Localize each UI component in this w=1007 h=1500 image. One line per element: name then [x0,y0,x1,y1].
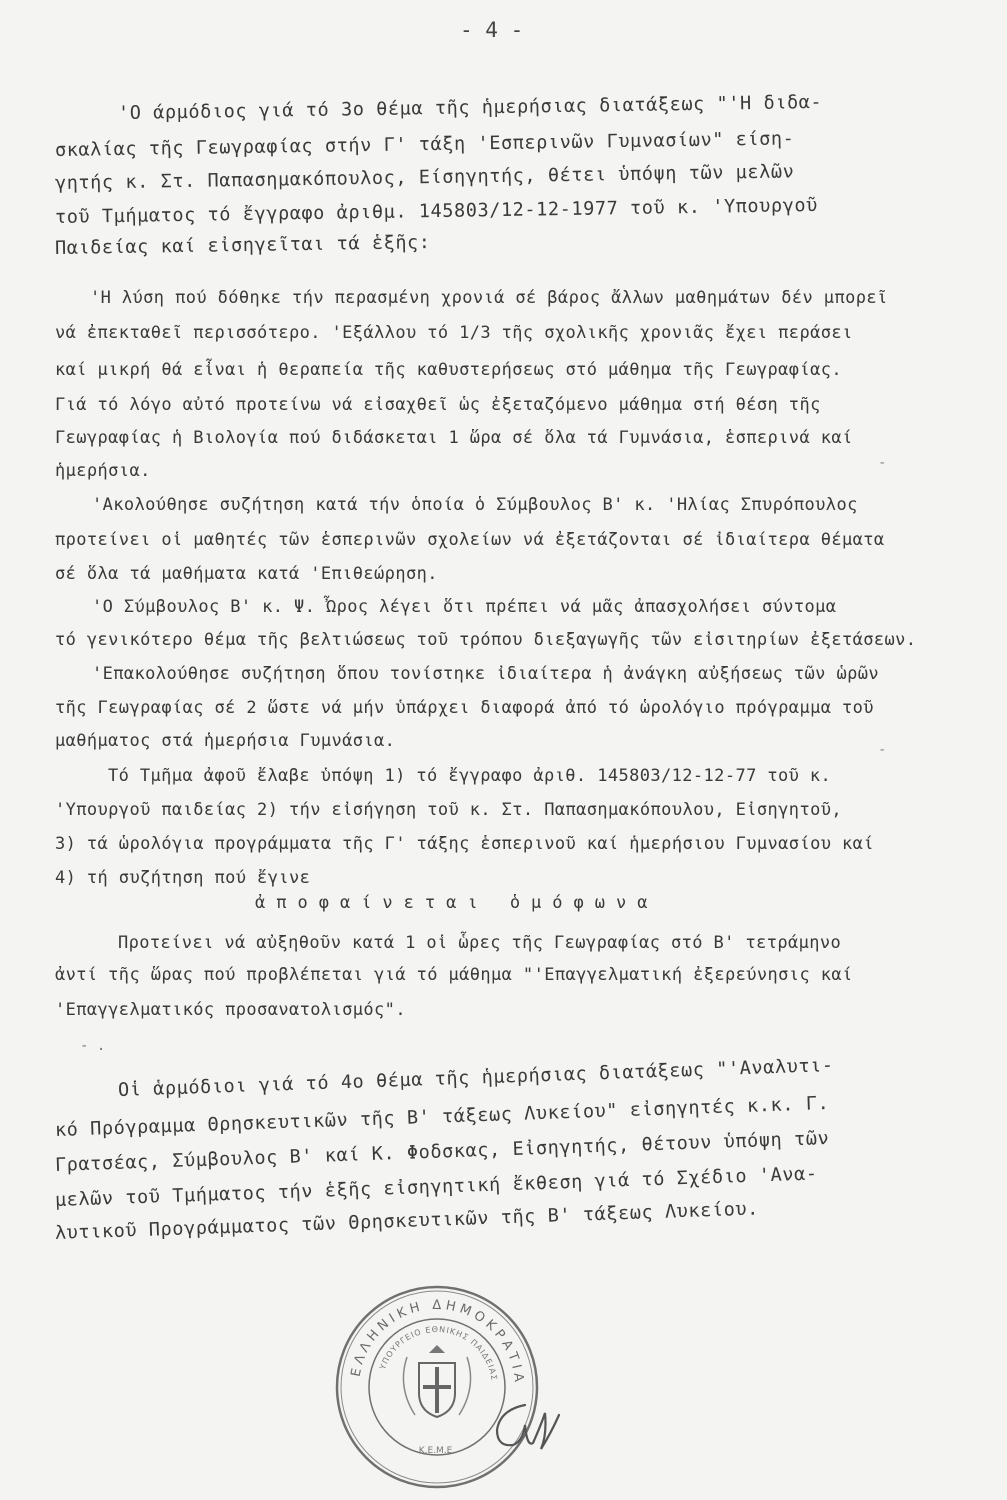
decision-heading: ἀποφαίνεται ὁμόφωνα [255,893,659,913]
text-line: 4) τή συζήτηση πού ἔγινε [55,868,311,888]
text-line: σκαλίας τῆς Γεωγραφίας στήν Γ' τάξη 'Εσπερινῶν Γυμνασίων" είση- [54,128,795,161]
text-line: 'Ο Σύμβουλος Β' κ. Ψ. Ὦρος λέγει ὅτι πρέπει νά μᾶς ἀπασχολήσει σύντομα [92,597,837,617]
text-line: Παιδείας καί εἰσηγεῖται τά ἑξῆς: [54,232,431,259]
text-line: κό Πρόγραμμα Θρησκευτικῶν τῆς Β' τάξεως Λυκείου" εἰσηγητές κ.κ. Γ. [54,1092,830,1141]
text-line: τοῦ Τμήματος τό ἔγγραφο ἀριθμ. 145803/12-12-1977 τοῦ κ. 'Υπουργοῦ [54,195,819,228]
text-line: μαθήματος στά ἡμερήσια Γυμνάσια. [55,731,396,751]
text-line: λυτικοῦ Προγράμματος τῶν Θρησκευτικῶν τῆς Β' τάξεως Λυκείου. [54,1198,760,1244]
scan-speck: - [878,455,887,471]
text-line: μελῶν τοῦ Τμήματος τήν ἑξῆς εἰσηγητική ἔκθεση γιά τό Σχέδιο 'Ανα- [54,1163,818,1211]
text-line: σέ ὅλα τά μαθήματα κατά 'Επιθεώρηση. [55,564,438,584]
handwritten-signature [485,1385,565,1465]
text-line: 'Επαγγελματικός προσανατολισμός". [55,1000,406,1020]
text-line: τό γενικότερο θέμα τῆς βελτιώσεως τοῦ τρόπου διεξαγωγῆς τῶν εἰσιτηρίων ἐξετάσεων. [55,630,917,650]
text-line: 3) τά ὡρολόγια προγράμματα τῆς Γ' τάξης ἑσπερινοῦ καί ἡμερήσιου Γυμνασίου καί [55,834,874,854]
text-line: Γιά τό λόγο αὐτό προτείνω νά εἰσαχθεῖ ὡς ἐξεταζόμενο μάθημα στή θέση τῆς [55,395,821,415]
scan-speck: - [878,742,887,758]
text-line: 'Υπουργοῦ παιδείας 2) τήν εἰσήγηση τοῦ κ. Στ. Παπασημακόπουλου, Εἰσηγητοῦ, [55,800,842,820]
text-line: Τό Τμῆμα ἀφοῦ ἔλαβε ὑπόψη 1) τό ἔγγραφο ἀριθ. 145803/12-12-77 τοῦ κ. [108,766,832,786]
text-line: καί μικρή θά εἶναι ἡ θεραπεία τῆς καθυστερήσεως στό μάθημα τῆς Γεωγραφίας. [55,360,842,380]
text-line: νά ἐπεκταθεῖ περισσότερο. 'Εξάλλου τό 1/3 τῆς σχολικῆς χρονιᾶς ἔχει περάσει [55,323,853,343]
text-line: ἀντί τῆς ὥρας πού προβλέπεται γιά τό μάθημα "'Επαγγελματική ἐξερεύνησις καί [55,965,853,985]
text-line: 'Ο άρμόδιος γιά τό 3ο θέμα τῆς ἡμερήσιας διατάξεως "'Η διδα- [117,91,823,124]
text-line: Οἱ ἁρμόδιοι γιά τό 4ο θέμα τῆς ἡμερήσιας διατάξεως "'Αναλυτι- [117,1055,834,1101]
text-line: Γεωγραφίας ἡ Βιολογία πού διδάσκεται 1 ὥρα σέ ὅλα τά Γυμνάσια, ἑσπερινά καί [55,428,853,448]
text-line: 'Επακολούθησε συζήτηση ὅπου τονίστηκε ἰδιαίτερα ἡ ἀνάγκη αὐξήσεως τῶν ὡρῶν [92,664,879,684]
svg-text:ΕΛΛΗΝΙΚΗ ΔΗΜΟΚΡΑΤΙΑ: ΕΛΛΗΝΙΚΗ ΔΗΜΟΚΡΑΤΙΑ [348,1297,527,1387]
text-line: 'Η λύση πού δόθηκε τήν περασμένη χρονιά σέ βάρος ἄλλων μαθημάτων δέν μπορεῖ [90,288,888,308]
text-line: Προτείνει νά αὐξηθοῦν κατά 1 οἱ ὧρες τῆς Γεωγραφίας στό Β' τετράμηνο [118,933,842,953]
separator-mark: - . [80,1038,106,1054]
svg-text:Κ.Ε.Μ.Ε.: Κ.Ε.Μ.Ε. [418,1446,456,1456]
svg-text:ΥΠΟΥΡΓΕΙΟ ΕΘΝΙΚΗΣ ΠΑΙΔΕΙΑΣ: ΥΠΟΥΡΓΕΙΟ ΕΘΝΙΚΗΣ ΠΑΙΔΕΙΑΣ [378,1324,499,1382]
text-line: γητής κ. Στ. Παπασημακόπουλος, Είσηγητής, θέτει ὑπόψη τῶν μελῶν [54,161,795,194]
coat-of-arms-icon [403,1345,470,1417]
text-line: ἡμερήσια. [55,461,151,481]
page-number: - 4 - [460,18,524,42]
text-line: προτείνει οἱ μαθητές τῶν ἑσπερινῶν σχολείων νά ἐξετάζονται σέ ἰδιαίτερα θέματα [55,530,885,550]
text-line: τῆς Γεωγραφίας σέ 2 ὥστε νά μήν ὑπάρχει διαφορά ἀπό τό ὡρολόγιο πρόγραμμα τοῦ [55,698,874,718]
text-line: Γρατσέας, Σύμβουλος Β' καί Κ. Φοδσκας, Εἰσηγητής, θέτουν ὑπόψη τῶν [54,1127,830,1176]
text-line: 'Ακολούθησε συζήτηση κατά τήν ὁποία ὁ Σύμβουλος Β' κ. 'Ηλίας Σπυρόπουλος [92,495,858,515]
